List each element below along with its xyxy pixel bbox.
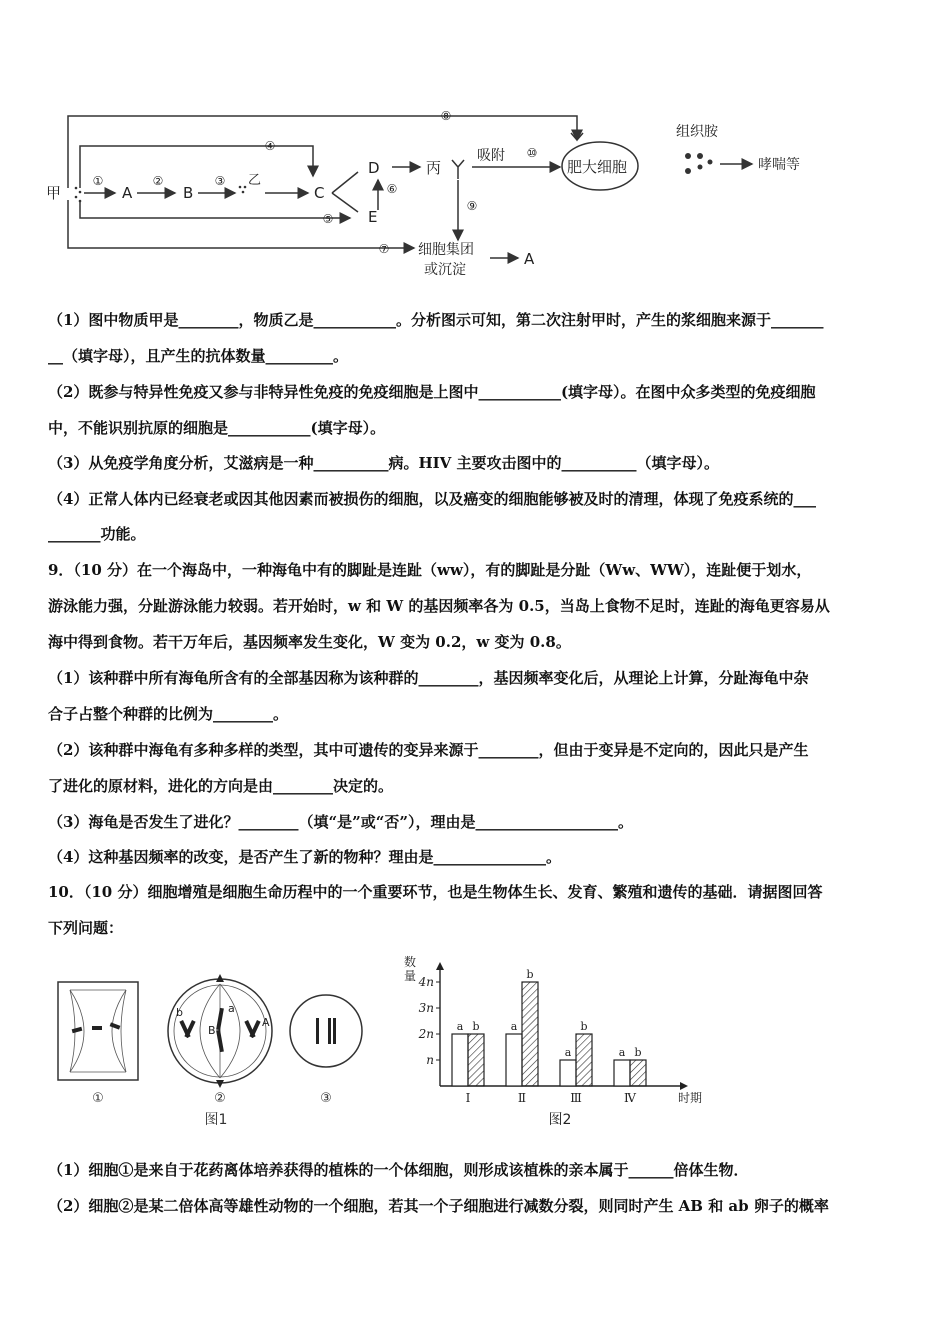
chart-bar-b [468,1034,484,1086]
figure-1-cells [50,960,370,1130]
q9-line-9: （4）这种基因频率的改变，是否产生了新的物种？理由是_______________。 [48,848,561,866]
label-bing: 丙 [426,159,442,177]
chart-category-label: Ⅲ [570,1091,582,1105]
chart-y-arrow [436,962,444,970]
label-asthma: 哮喘等 [758,157,800,173]
chart-y-tick-label: 4n [418,975,434,989]
q10-line-4: （2）细胞②是某二倍体高等雄性动物的一个细胞，若其一个子细胞进行减数分裂，则同时产生 AB 和 ab 卵子的概率 [48,1197,829,1215]
chart-ylabel-2: 量 [404,969,417,983]
figure-2-chart [390,952,710,1132]
step-5: ⑤ [322,212,334,226]
immune-flow-diagram [40,100,840,290]
step-3: ③ [214,174,226,188]
chart-bar-label: b [580,1020,588,1033]
chart-category-label: Ⅰ [465,1091,471,1105]
label-mast-cell: 肥大细胞 [567,158,628,176]
chart-bar-b [630,1060,646,1086]
step-10: ⑩ [526,146,538,160]
q10-line-3: （1）细胞①是来自于花药离体培养获得的植株的一个体细胞，则形成该植株的亲本属于______倍体生物． [48,1161,749,1179]
step-4: ④ [264,139,276,153]
q8-line-1: （1）图中物质甲是________，物质乙是___________。分析图示可知，第二次注射甲时，产生的浆细胞来源于_______ [48,311,824,329]
q9-line-5: 合子占整个种群的比例为________。 [48,705,289,723]
label-C: C [314,184,325,202]
chart-xlabel: 时期 [677,1091,703,1105]
q9-line-6: （2）该种群中海龟有多种多样的类型，其中可遗传的变异来源于________，但由于变异是不定向的，因此只是产生 [48,741,809,759]
chart-bar-a [452,1034,468,1086]
chart-bar-label: b [634,1046,642,1059]
label-xifu: 吸附 [477,148,505,164]
label-E: E [368,208,378,226]
step-2: ② [152,174,164,188]
label-yi: 乙 [248,173,262,188]
chart-bar-a [614,1060,630,1086]
q10-line-1: 10．（10 分）细胞增殖是细胞生命历程中的一个重要环节，也是生物体生长、发育、繁殖和遗传的基础．请据图回答 [48,883,823,901]
chart-bar-a [506,1034,522,1086]
figure-1-caption: 图1 [204,1112,228,1128]
cell2-label-A: A [262,1016,270,1029]
cell2-label-B: B [208,1024,216,1037]
chart-y-tick-label: n [426,1053,434,1067]
q9-line-8: （3）海龟是否发生了进化？________（填“是”或“否”），理由是___________________。 [48,813,633,831]
chart-y-tick-label: 3n [418,1001,434,1015]
label-histamine: 组织胺 [676,124,718,140]
label-jia: 甲 [46,184,62,202]
q9-line-3: 海中得到食物。若干万年后，基因频率发生变化，W 变为 0.2，w 变为 0.8。 [48,633,571,651]
q8-line-5: （3）从免疫学角度分析，艾滋病是一种__________病。HIV 主要攻击图中的__________（填字母）。 [48,454,719,472]
label-A2: A [524,250,535,268]
chart-bar-a [560,1060,576,1086]
chart-y-tick-label: 2n [418,1027,434,1041]
chart-bar-label: a [618,1046,626,1059]
step-8: ⑧ [440,109,452,123]
chart-category-label: Ⅱ [517,1091,527,1105]
q9-line-2: 游泳能力强，分趾游泳能力较弱。若开始时，w 和 W 的基因频率各为 0.5，当岛上食物不足时，连趾的海龟更容易从 [48,597,830,615]
step-7: ⑦ [378,242,390,256]
q8-line-4: 中，不能识别抗原的细胞是___________(填字母）。 [48,419,386,437]
chart-bar-b [522,982,538,1086]
chart-category-label: Ⅳ [624,1091,636,1105]
cell2-label-b: b [176,1006,183,1019]
q8-line-3: （2）既参与特异性免疫又参与非特异性免疫的免疫细胞是上图中___________(填字母）。在图中众多类型的免疫细胞 [48,383,816,401]
chart-bar-label: b [526,968,534,981]
cell2-label-a: a [228,1002,235,1015]
q8-line-6: （4）正常人体内已经衰老或因其他因素而被损伤的细胞，以及癌变的细胞能够被及时的清理，体现了免疫系统的___ [48,490,816,508]
chart-bar-b [576,1034,592,1086]
cell-3-label: ③ [320,1091,332,1106]
step-1: ① [92,174,104,188]
chart-bar-label: a [510,1020,518,1033]
cell-2-label: ② [214,1091,226,1106]
chart-ylabel-1: 数 [404,955,417,969]
label-cluster-1: 细胞集团 [418,242,474,258]
label-D: D [368,159,380,177]
label-A: A [122,184,133,202]
cell-1-label: ① [92,1091,104,1106]
q8-line-7: _______功能。 [48,525,146,543]
q9-line-7: 了进化的原材料，进化的方向是由________决定的。 [48,777,394,795]
chart-bar-label: a [456,1020,464,1033]
label-B: B [183,184,194,202]
q9-line-4: （1）该种群中所有海龟所含有的全部基因称为该种群的________，基因频率变化后，从理论上计算，分趾海龟中杂 [48,669,809,687]
chart-title: 图2 [548,1112,572,1128]
chart-bar-label: a [564,1046,572,1059]
step-9: ⑨ [466,199,478,213]
chart-x-arrow [680,1082,688,1090]
q10-line-2: 下列问题： [48,919,124,937]
step-6: ⑥ [386,182,398,196]
q8-line-2: __（填字母），且产生的抗体数量_________。 [48,347,349,365]
label-cluster-2: 或沉淀 [424,262,466,278]
chart-bar-label: b [472,1020,480,1033]
q9-line-1: 9．（10 分）在一个海岛中，一种海龟中有的脚趾是连趾（ww），有的脚趾是分趾（Ww、WW），连趾便于划水， [48,561,812,579]
